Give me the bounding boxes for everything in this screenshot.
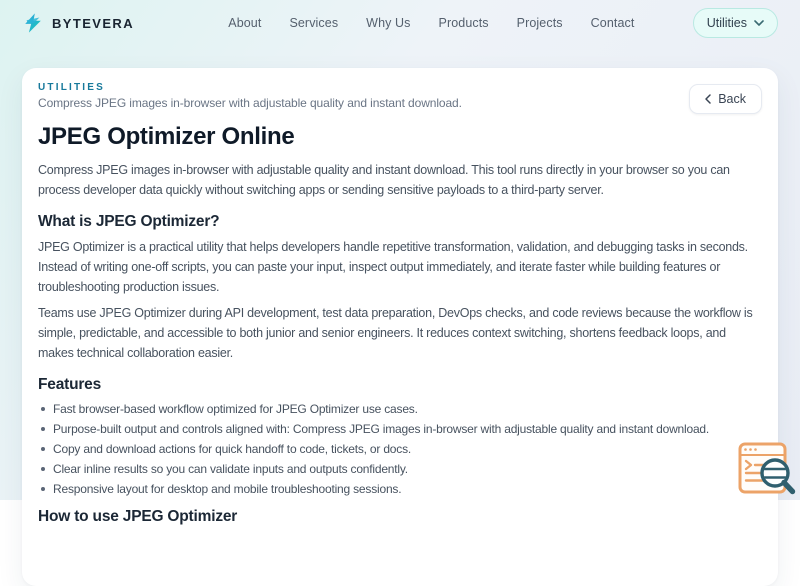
what-paragraph-1: JPEG Optimizer is a practical utility that helps developers handle repetitive transformation, validation, and debugging tasks in seconds. Instead of writing one-off scripts, you can paste your input, inspect output immediately, and iterate faster while building features or troubleshooting production issues. [38, 240, 748, 294]
feature-item: Fast browser-based workflow optimized for JPEG Optimizer use cases. [38, 399, 762, 419]
feature-list [38, 399, 762, 499]
feature-item: Clear inline results so you can validate inputs and outputs confidently. [38, 459, 762, 479]
chevron-left-icon [705, 94, 711, 104]
site-header [0, 0, 800, 46]
back-button[interactable] [689, 84, 762, 114]
nav-item-products[interactable]: Products [438, 16, 489, 30]
nav-item-services[interactable]: Services [289, 16, 339, 30]
what-section-heading: What is JPEG Optimizer? [38, 213, 220, 230]
brand-logo[interactable] [22, 12, 134, 34]
utility-card [22, 68, 778, 586]
how-section-heading: How to use JPEG Optimizer [38, 508, 238, 525]
what-paragraph-2: Teams use JPEG Optimizer during API development, test data preparation, DevOps checks, and code reviews because the workflow is simple, predictable, and accessible to both junior and senior engineers. It reduces context switching, shortens feedback loops, and makes technical collaboration easier. [38, 306, 753, 360]
nav-item-contact[interactable]: Contact [590, 16, 635, 30]
utilities-dropdown-button[interactable] [693, 8, 778, 38]
code-window-magnifier-icon [737, 439, 797, 499]
eyebrow-label: UTILITIES [38, 82, 106, 93]
back-button-label: Back [718, 92, 746, 106]
card-header-row [38, 82, 762, 114]
feature-item: Responsive layout for desktop and mobile troubleshooting sessions. [38, 479, 762, 499]
features-section-heading: Features [38, 376, 102, 393]
page-title: JPEG Optimizer Online [38, 123, 295, 150]
feature-item: Purpose-built output and controls aligned with: Compress JPEG images in-browser with adjustable quality and instant download. [38, 419, 762, 439]
brand-name: BYTEVERA [52, 15, 134, 31]
card-header-text [38, 82, 462, 110]
utilities-dropdown-label: Utilities [706, 16, 747, 30]
intro-paragraph: Compress JPEG images in-browser with adjustable quality and instant download. This tool runs directly in your browser so you can process developer data quickly without switching apps or sending sensitive payloads to a third-party server. [38, 163, 730, 197]
feature-item: Copy and download actions for quick handoff to code, tickets, or docs. [38, 439, 762, 459]
nav-item-about[interactable]: About [228, 16, 262, 30]
main-nav [192, 16, 634, 30]
card-tagline: Compress JPEG images in-browser with adjustable quality and instant download. [38, 96, 462, 110]
nav-item-why-us[interactable]: Why Us [366, 16, 411, 30]
chevron-down-icon [754, 20, 764, 26]
bytevera-logo-icon [22, 12, 44, 34]
nav-item-projects[interactable]: Projects [516, 16, 563, 30]
